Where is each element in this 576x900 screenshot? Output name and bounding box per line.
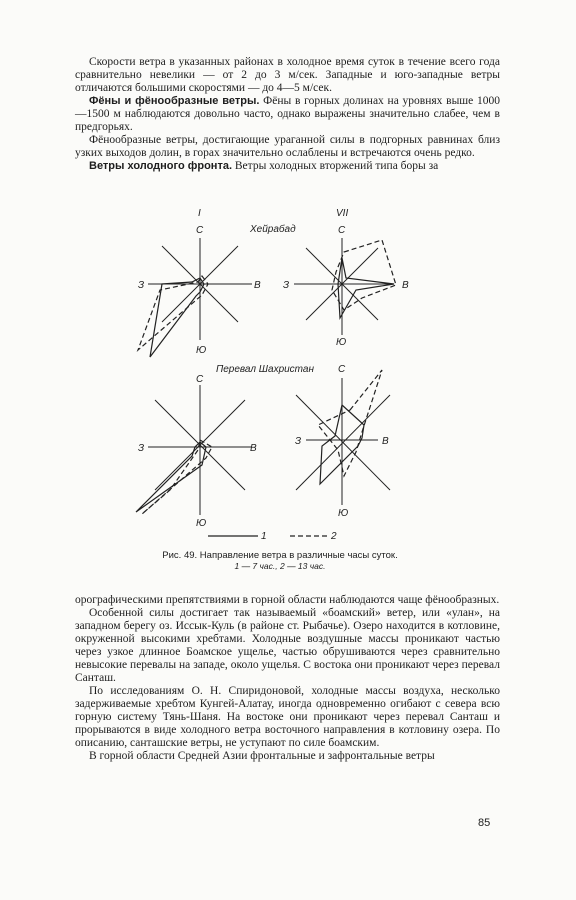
legend-label-1: 1 — [261, 531, 267, 542]
direction-south: Ю — [196, 518, 207, 529]
month-label-right: VII — [336, 208, 349, 219]
paragraph: Скорости ветра в указанных районах в холодное время суток в течение всего года сравнительно невелики — от 2 до 3 м/сек. Западные и юго-западные ветры отличаются большими скоростями — до 4—5 м/сек. — [75, 56, 500, 94]
direction-north: С — [338, 364, 346, 375]
paragraph: орографическими препятствиями в горной области наблюдаются чаще фёнообразных. — [75, 594, 500, 606]
direction-east: В — [250, 443, 257, 454]
direction-west: З — [138, 280, 145, 291]
direction-north: С — [338, 225, 346, 236]
paragraph: В горной области Средней Азии фронтальные и зафронтальные ветры — [89, 750, 435, 762]
direction-north: С — [196, 374, 204, 385]
figure-caption — [120, 550, 440, 571]
paragraph: Особенной силы достигает так называемый «боамский» ветер, или «улан», на западном берегу оз. Иссык-Куль (в районе ст. Рыбачье). Озеро находится в котловине, окруженной высокими хребтами. Холодные воздушные массы проникают частью через узкое длинное Боамское ущелье, частью обрушиваются через сравнительно невысокие перевалы на западе, около ущелья. С востока они проникают через перевал Санташ. — [75, 607, 500, 684]
station-label-top: Хейрабад — [250, 224, 296, 235]
paragraph-text: Фёны в горных долинах на уровнях выше 1000—1500 м наблюдаются довольно часто, однако выражены значительно слабее, чем в предгорьях. — [75, 95, 500, 133]
page-number: 85 — [478, 817, 491, 829]
direction-east: В — [382, 436, 389, 447]
paragraph — [75, 95, 500, 134]
paragraph-text: Ветры холодных вторжений типа боры за — [232, 160, 439, 172]
direction-east: В — [402, 280, 409, 291]
direction-west: З — [283, 280, 290, 291]
direction-south: Ю — [336, 337, 347, 348]
section-heading: Фёны и фёнообразные ветры. — [89, 95, 260, 107]
direction-north: С — [196, 225, 204, 236]
direction-east: В — [254, 280, 261, 291]
direction-west: З — [138, 443, 145, 454]
station-label-bottom: Перевал Шахристан — [216, 364, 314, 375]
legend-label-2: 2 — [331, 531, 337, 542]
caption-sub: 1 — 7 час., 2 — 13 час. — [234, 561, 326, 571]
wind-rose-diagram — [100, 200, 470, 550]
paragraph: Фёнообразные ветры, достигающие ураганной силы в подгорных равнинах близ узких выходов долин, в горах значительно ослаблены и встречаются очень редко. — [75, 134, 500, 159]
top-text — [75, 56, 500, 173]
paragraph — [75, 160, 500, 173]
bottom-text — [75, 594, 500, 763]
direction-south: Ю — [338, 508, 349, 519]
wind-rose-figure — [100, 200, 470, 550]
section-heading: Ветры холодного фронта. — [89, 160, 233, 172]
paragraph: По исследованиям О. Н. Спиридоновой, холодные массы воздуха, несколько задерживаемые хребтом Кунгей-Алатау, иногда одновременно огибают с севера всю горную систему Тянь-Шаня. На востоке они проникают через перевал Санташ и прорываются в виде холодного ветра восточного направления в котловину озера. По описанию, санташские ветры, не уступают по силе боамским. — [75, 685, 500, 749]
direction-south: Ю — [196, 345, 207, 356]
caption-main: Рис. 49. Направление ветра в различные часы суток. — [162, 550, 398, 561]
month-label-left: I — [198, 208, 201, 219]
direction-west: З — [295, 436, 302, 447]
